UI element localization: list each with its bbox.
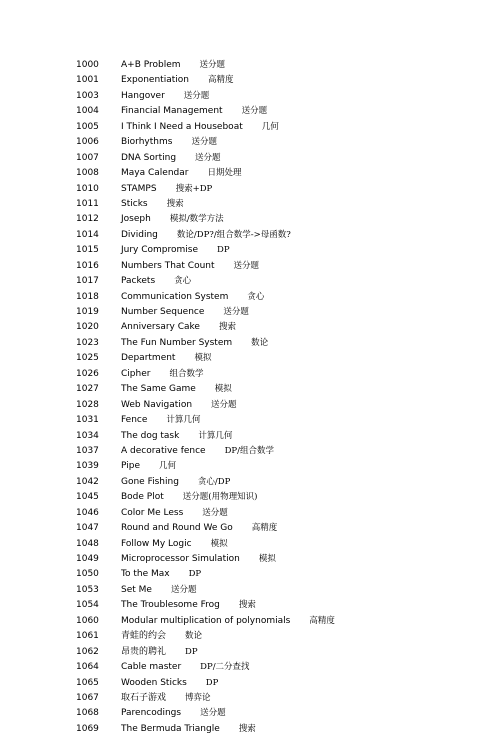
problem-id: 1065 [76,677,99,688]
problem-id: 1039 [76,461,99,472]
problem-id: 1042 [76,476,99,487]
problem-category: 贪心 [247,291,265,302]
problem-category: 送分题 [202,507,228,518]
problem-id: 1003 [76,90,99,101]
problem-title: I Think I Need a Houseboat [121,121,243,132]
problem-entry [121,151,221,166]
problem-entry [121,552,276,567]
problem-category: 搜索 [166,198,184,209]
problem-title: Round and Round We Go [121,523,233,534]
problem-title: Maya Calendar [121,168,189,179]
problem-category: DP/组合数学 [224,445,274,456]
problem-row [0,382,496,397]
problem-row [0,243,496,258]
problem-title: The Fun Number System [121,337,233,348]
problem-title: Microprocessor Simulation [121,554,240,564]
problem-entry [121,444,274,459]
problem-id: 1016 [76,260,99,271]
problem-entry [121,645,198,660]
problem-entry [121,706,226,721]
problem-id: 1008 [76,168,99,179]
problem-title: Wooden Sticks [121,677,187,688]
problem-entry [121,336,268,351]
problem-title: Follow My Logic [121,538,192,549]
problem-title: Financial Management [121,106,223,117]
problem-title: Modular multiplication of polynomials [121,615,291,626]
problem-row [0,598,496,613]
problem-row [0,429,496,444]
problem-row [0,73,496,88]
problem-row [0,104,496,119]
problem-entry [121,629,202,644]
problem-id: 1034 [76,430,99,441]
problem-category: 组合数学 [169,368,204,379]
problem-category: 计算几何 [166,415,201,426]
problem-category: 数论 [251,337,269,348]
problem-row [0,228,496,243]
problem-id: 1017 [76,276,99,287]
problem-entry [121,351,211,366]
problem-id: 1018 [76,291,99,302]
problem-id: 1068 [76,708,99,719]
problem-row [0,274,496,289]
problem-title: A+B Problem [121,60,181,70]
problem-id: 1020 [76,322,99,333]
problem-category: DP [217,245,230,256]
problem-id: 1005 [76,121,99,132]
problem-row [0,290,496,305]
problem-row [0,660,496,675]
problem-category: 几何 [261,121,279,132]
problem-category: 贪心/DP [197,476,231,487]
problem-category: 模拟 [258,554,276,564]
problem-category: 送分题 [191,137,217,148]
problem-entry [121,228,291,243]
problem-entry [121,104,267,119]
problem-category: DP/二分查找 [200,662,250,673]
problem-id: 1011 [76,198,99,209]
problem-category: 送分题 [223,307,249,317]
problem-title: Color Me Less [121,507,184,518]
problem-entry [121,274,191,289]
problem-id: 1050 [76,569,99,580]
problem-row [0,676,496,691]
problem-title: Parencodings [121,708,182,719]
problem-id: 1054 [76,600,99,611]
problem-entry [121,305,249,320]
problem-category: 模拟 [214,384,232,395]
problem-category: 送分题 [199,60,226,70]
problem-row [0,336,496,351]
problem-entry [121,382,232,397]
problem-title: Biorhythms [121,137,173,148]
problem-title: Cipher [121,368,151,379]
problem-list [0,58,496,737]
problem-category: DP [205,677,219,688]
problem-row [0,413,496,428]
problem-entry [121,598,256,613]
problem-id: 1037 [76,445,99,456]
problem-category: 博弈论 [185,692,211,703]
problem-entry [121,490,257,505]
problem-category: 高精度 [251,523,278,534]
problem-category: 送分题 [233,260,260,271]
problem-row [0,722,496,737]
problem-id: 1062 [76,646,99,657]
problem-category: 几何 [158,461,176,472]
problem-title: 取石子游戏 [121,692,167,703]
problem-category: 搜索 [238,600,256,611]
problem-category: 日期处理 [207,168,242,179]
problem-id: 1061 [76,631,99,642]
problem-row [0,521,496,536]
problem-title: Jury Compromise [121,245,199,256]
problem-title: Packets [121,276,156,287]
problem-entry [121,660,250,675]
problem-row [0,475,496,490]
problem-title: Department [121,353,176,364]
problem-id: 1045 [76,492,99,503]
problem-entry [121,135,217,150]
problem-row [0,58,496,73]
problem-row [0,583,496,598]
problem-title: The Same Game [121,384,196,395]
problem-entry [121,367,203,382]
problem-category: 搜索 [218,322,236,333]
problem-row [0,320,496,335]
problem-entry [121,614,335,629]
problem-row [0,537,496,552]
problem-title: Communication System [121,291,229,302]
problem-row [0,212,496,227]
problem-title: To the Max [121,569,170,580]
problem-entry [121,521,277,536]
problem-row [0,351,496,366]
problem-id: 1014 [76,229,99,240]
problem-row [0,398,496,413]
problem-row [0,691,496,706]
problem-id: 1047 [76,523,99,534]
problem-row [0,629,496,644]
problem-entry [121,120,279,135]
problem-title: Pipe [121,461,140,472]
problem-category: 搜索+DP [175,183,213,194]
problem-row [0,490,496,505]
problem-row [0,645,496,660]
problem-id: 1012 [76,214,99,225]
problem-entry [121,197,184,212]
problem-id: 1019 [76,307,99,317]
problem-entry [121,58,225,73]
problem-entry [121,398,237,413]
problem-entry [121,290,264,305]
problem-category: 数论/DP?/组合数学->母函数? [176,229,291,240]
problem-id: 1025 [76,353,99,364]
problem-title: Joseph [121,214,151,225]
problem-category: 高精度 [309,615,335,626]
problem-title: A decorative fence [121,445,206,456]
problem-id: 1023 [76,337,99,348]
problem-entry [121,691,211,706]
problem-entry [121,722,256,737]
problem-row [0,89,496,104]
problem-row [0,120,496,135]
problem-title: Exponentiation [121,75,189,86]
problem-row [0,182,496,197]
problem-id: 1028 [76,399,99,410]
problem-category: 模拟/数学方法 [169,214,224,225]
problem-row [0,367,496,382]
problem-title: The Bermuda Triangle [121,723,220,734]
problem-entry [121,429,232,444]
problem-category: 高精度 [207,75,234,86]
problem-category: 送分题 [195,152,221,163]
problem-title: Set Me [121,584,152,595]
problem-title: Anniversary Cake [121,322,200,333]
problem-id: 1060 [76,615,99,626]
problem-id: 1026 [76,368,99,379]
problem-category: DP [188,569,202,580]
problem-entry [121,475,230,490]
problem-id: 1007 [76,152,99,163]
problem-entry [121,259,259,274]
problem-id: 1067 [76,692,99,703]
problem-category: 计算几何 [198,430,233,441]
problem-title: Number Sequence [121,307,205,317]
problem-row [0,135,496,150]
problem-row [0,614,496,629]
problem-row [0,444,496,459]
problem-title: Cable master [121,662,182,673]
problem-id: 1053 [76,584,99,595]
problem-id: 1006 [76,137,99,148]
problem-title: 昂贵的聘礼 [121,646,167,657]
problem-category: 送分题 [170,584,197,595]
problem-id: 1049 [76,554,99,564]
problem-title: Dividing [121,229,158,240]
problem-id: 1048 [76,538,99,549]
problem-entry [121,537,228,552]
problem-id: 1031 [76,415,99,426]
problem-entry [121,73,233,88]
problem-row [0,305,496,320]
problem-title: Web Navigation [121,399,193,410]
problem-row [0,567,496,582]
problem-category: 送分题(用物理知识) [182,492,258,503]
problem-entry [121,567,201,582]
problem-id: 1064 [76,662,99,673]
problem-row [0,197,496,212]
problem-row [0,151,496,166]
problem-entry [121,182,212,197]
problem-entry [121,243,230,258]
problem-id: 1001 [76,75,99,86]
problem-title: Gone Fishing [121,476,179,487]
problem-category: DP [185,646,198,657]
problem-category: 数论 [185,631,203,642]
problem-row [0,506,496,521]
problem-row [0,166,496,181]
problem-id: 1027 [76,384,99,395]
problem-title: The dog task [121,430,180,441]
problem-row [0,259,496,274]
problem-id: 1015 [76,245,99,256]
problem-category: 搜索 [238,723,256,734]
problem-row [0,459,496,474]
problem-category: 贪心 [174,276,192,287]
problem-category: 模拟 [210,538,228,549]
problem-entry [121,320,236,335]
problem-category: 模拟 [194,353,212,364]
problem-entry [121,212,224,227]
problem-entry [121,166,241,181]
problem-id: 1004 [76,106,99,117]
problem-category: 送分题 [183,90,210,101]
problem-title: Fence [121,415,148,426]
problem-category: 送分题 [241,106,268,117]
problem-row [0,706,496,721]
problem-entry [121,459,176,474]
problem-title: DNA Sorting [121,152,177,163]
problem-entry [121,676,218,691]
problem-title: Bode Plot [121,492,164,503]
problem-id: 1000 [76,60,99,70]
problem-entry [121,506,228,521]
problem-id: 1069 [76,723,99,734]
problem-title: Sticks [121,198,148,209]
problem-id: 1010 [76,183,99,194]
problem-title: 青蛙的约会 [121,631,167,642]
problem-row [0,552,496,567]
problem-entry [121,583,196,598]
problem-category: 送分题 [200,708,226,719]
problem-title: STAMPS [121,183,157,194]
problem-id: 1046 [76,507,99,518]
problem-entry [121,413,200,428]
problem-title: The Troublesome Frog [121,600,220,611]
problem-entry [121,89,209,104]
problem-title: Hangover [121,90,165,101]
problem-title: Numbers That Count [121,260,215,271]
problem-category: 送分题 [211,399,237,410]
